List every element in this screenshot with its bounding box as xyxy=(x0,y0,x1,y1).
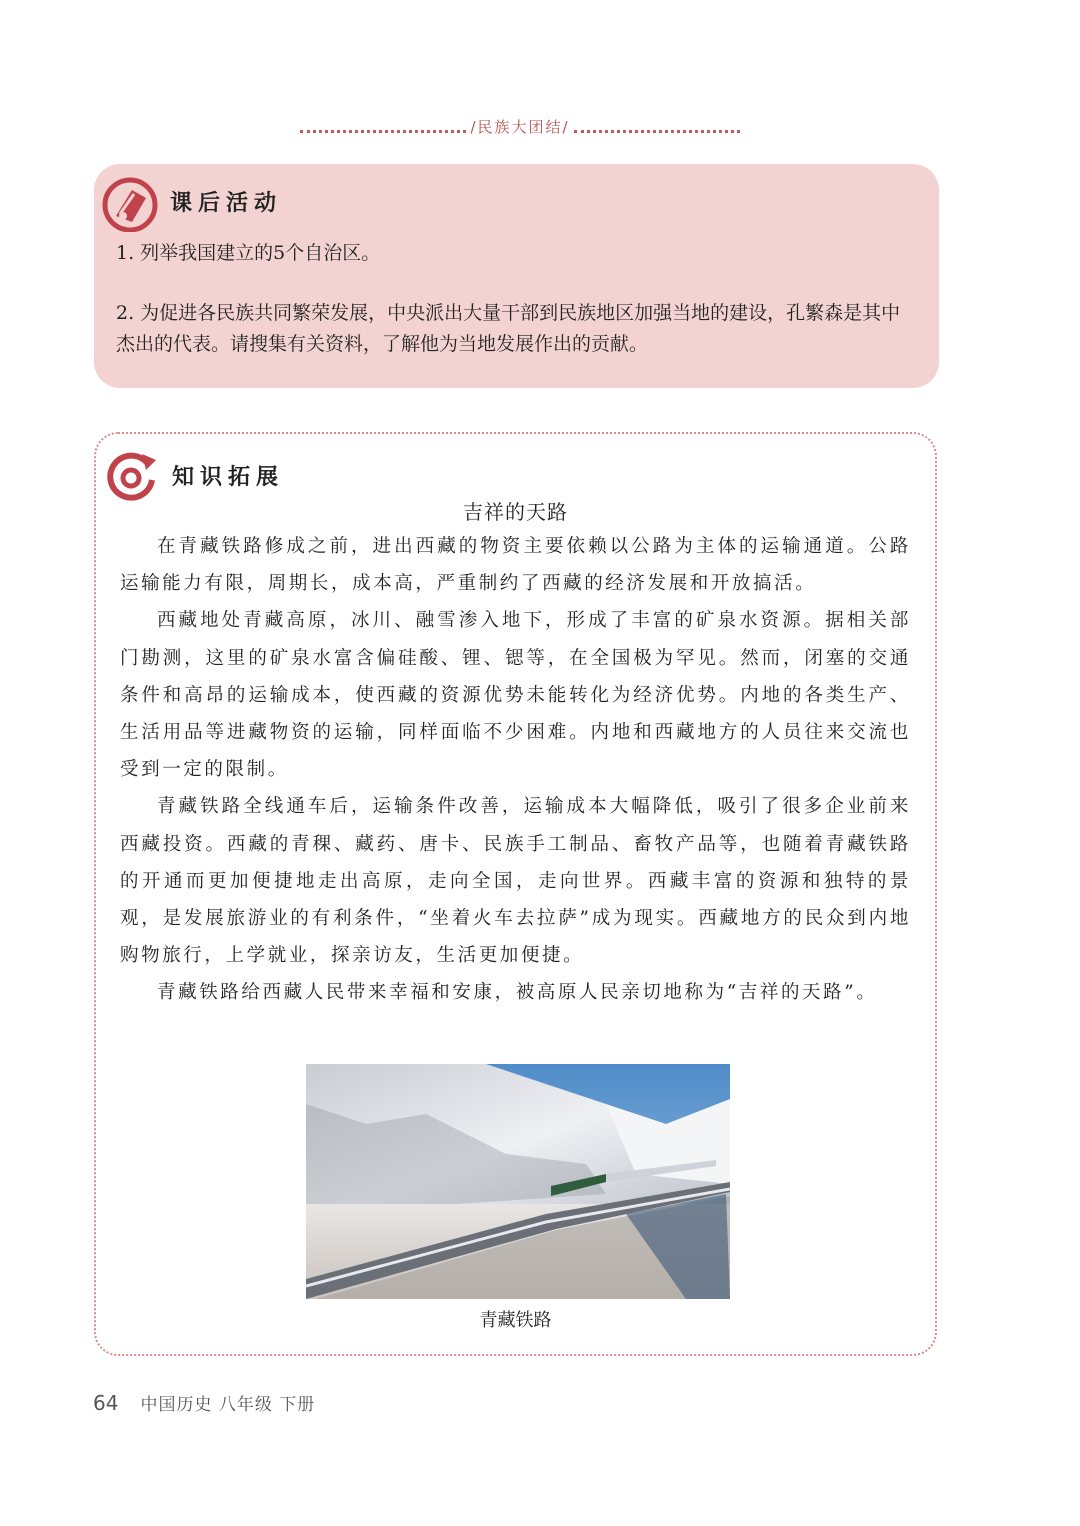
page-number: 64 xyxy=(93,1391,119,1415)
photo-caption: 青藏铁路 xyxy=(479,1310,552,1331)
article-paragraph-4: 青藏铁路给西藏人民带来幸福和安康，被高原人民亲切地称为“吉祥的天路”。 xyxy=(157,982,878,1004)
article-paragraph-1: 在青藏铁路修成之前，进出西藏的物资主要依赖以公路为主体的运输通道。公路运输能力有限，周期长，成本高，严重制约了西藏的经济发展和开放搞活。 xyxy=(120,536,911,595)
activity-question-1: 1. 列举我国建立的5个自治区。 xyxy=(116,242,381,264)
article-paragraph-2: 西藏地处青藏高原，冰川、融雪渗入地下，形成了丰富的矿泉水资源。据相关部门勘测，这里的矿泉水富含偏硅酸、锂、锶等，在全国极为罕见。然而，闭塞的交通条件和高昂的运输成本，使西藏的资源优势未能转化为经济优势。内地的各类生产、生活用品等进藏物资的运输，同样面临不少困难。内地和西藏地方的人员往来交流也受到一定的限制。 xyxy=(120,610,911,781)
pencil-book-icon xyxy=(102,176,158,232)
activity-question-2: 2. 为促进各民族共同繁荣发展，中央派出大量干部到民族地区加强当地的建设，孔繁森是其中杰出的代表。请搜集有关资料，了解他为当地发展作出的贡献。 xyxy=(116,302,901,355)
article-title: 吉祥的天路 xyxy=(463,500,568,524)
header-dots-right xyxy=(574,130,740,133)
book-title: 中国历史 八年级 下册 xyxy=(140,1395,316,1415)
activity-title: 课后活动 xyxy=(170,191,283,216)
header-dots-left xyxy=(300,130,466,133)
header-title: /民族大团结/ xyxy=(470,117,570,136)
knowledge-title: 知识拓展 xyxy=(172,465,285,490)
after-class-activity-box xyxy=(94,164,939,388)
article-body xyxy=(120,528,911,1012)
article-paragraph-3: 青藏铁路全线通车后，运输条件改善，运输成本大幅降低，吸引了很多企业前来西藏投资。西藏的青稞、藏药、唐卡、民族手工制品、畜牧产品等，也随着青藏铁路的开通而更加便捷地走出高原，走向全国，走向世界。西藏丰富的资源和独特的景观，是发展旅游业的有利条件，“坐着火车去拉萨”成为现实。西藏地方的民众到内地购物旅行，上学就业，探亲访友，生活更加便捷。 xyxy=(120,796,911,967)
page-footer xyxy=(93,1390,315,1415)
qinghai-tibet-railway-photo xyxy=(306,1064,730,1299)
running-header xyxy=(300,114,740,138)
header-title-text: 民族大团结 xyxy=(477,117,563,136)
knowledge-extension-box xyxy=(94,432,937,1356)
refresh-arrow-icon xyxy=(104,446,160,502)
